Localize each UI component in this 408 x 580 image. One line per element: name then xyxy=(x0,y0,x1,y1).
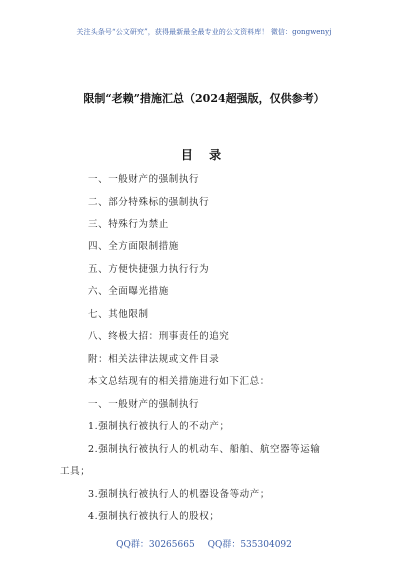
intro-paragraph: 本文总结现有的相关措施进行如下汇总： xyxy=(88,376,270,387)
toc-item: 八、终极大招：刑事责任的追究 xyxy=(88,331,230,342)
toc-item: 附：相关法律法规或文件目录 xyxy=(88,354,220,365)
footer-qq-group-2: QQ群：535304092 xyxy=(207,540,292,550)
toc-heading: 目 录 xyxy=(180,148,228,162)
toc-item: 七、其他限制 xyxy=(88,309,149,320)
body-item: 2.强制执行被执行人的机动车、船舶、航空器等运输 xyxy=(88,444,321,455)
body-item-continuation: 工具； xyxy=(60,466,91,477)
toc-item: 五、方便快捷强力执行行为 xyxy=(88,264,210,275)
header-banner: 关注头条号“公文研究”，获得最新最全最专业的公文资料库！ 微信：gongwenyj xyxy=(76,28,332,36)
section-heading: 一、一般财产的强制执行 xyxy=(88,399,200,410)
toc-item: 四、全方面限制措施 xyxy=(88,241,179,252)
body-item: 4.强制执行被执行人的股权； xyxy=(88,511,220,522)
toc-item: 二、部分特殊标的强制执行 xyxy=(88,197,210,208)
body-item: 3.强制执行被执行人的机器设备等动产； xyxy=(88,489,270,500)
document-title: 限制“老赖”措施汇总（2024超强版，仅供参考） xyxy=(83,92,325,105)
body-item: 1.强制执行被执行人的不动产； xyxy=(88,421,230,432)
footer xyxy=(0,537,408,550)
toc-item: 一、一般财产的强制执行 xyxy=(88,174,200,185)
footer-qq-group-1: QQ群：30265665 xyxy=(116,540,195,550)
toc-item: 三、特殊行为禁止 xyxy=(88,219,169,230)
toc-item: 六、全面曝光措施 xyxy=(88,286,169,297)
